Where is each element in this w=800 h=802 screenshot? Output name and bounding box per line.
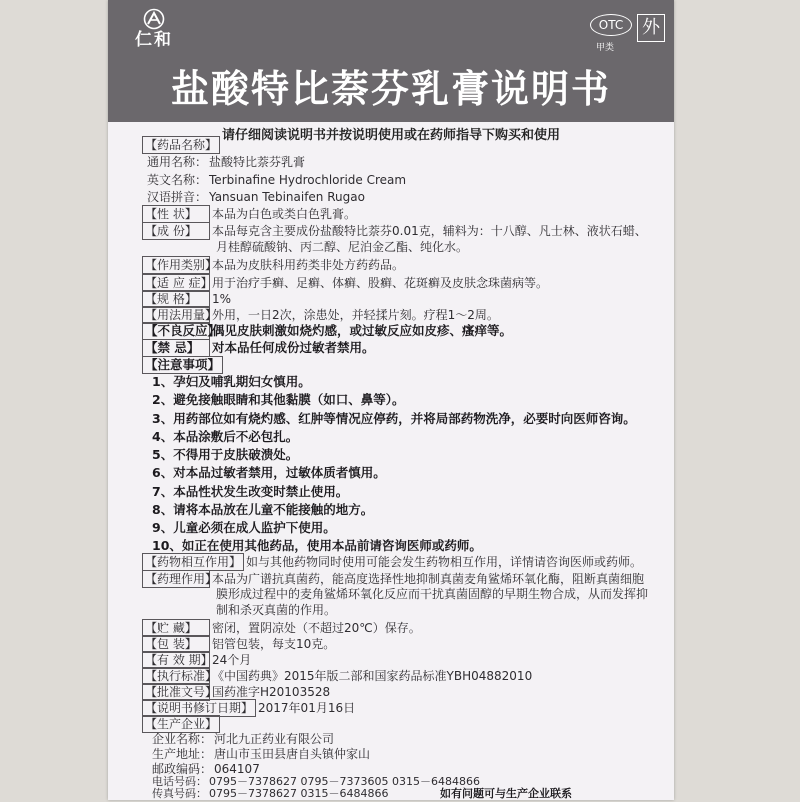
interactions-row (142, 553, 642, 571)
brand-name: 仁和 (135, 30, 173, 50)
precaution-item: 2、避免接触眼睛和其他黏膜（如口、鼻等）。 (152, 392, 405, 407)
field-value: 河北九正药业有限公司 (214, 732, 335, 746)
composition-line-2: 月桂醇硫酸钠、丙二醇、尼泊金乙酯、纯化水。 (216, 240, 469, 254)
precaution-item: 7、本品性状发生改变时禁止使用。 (152, 484, 349, 499)
otc-class-label: 甲类 (596, 43, 615, 53)
pharmacology-line-3: 制和杀灭真菌的作用。 (216, 603, 337, 617)
field-label: 【作用类别】 (142, 256, 210, 274)
field-label: 【适 应 症】 (142, 274, 210, 292)
brand-logo (120, 8, 188, 54)
field-label: 【包 装】 (142, 635, 210, 653)
page-title: 盐酸特比萘芬乳膏说明书 (170, 67, 611, 111)
footer-contact-note: 如有问题可与生产企业联系 (440, 787, 572, 800)
traits-row (142, 205, 356, 223)
field-value: 外用，一日2次，涂患处，并轻揉片刻。疗程1～2周。 (212, 308, 499, 322)
field-label: 【说明书修订日期】 (142, 699, 256, 717)
field-label: 【药理作用】 (142, 570, 210, 588)
field-label: 【执行标准】 (142, 667, 210, 685)
external-use-badge: 外 (637, 14, 665, 42)
section-label: 【注意事项】 (142, 356, 223, 374)
field-label: 电话号码： (152, 775, 207, 788)
pharmacology-line-2: 膜形成过程中的麦角鲨烯环氧化反应而干扰真菌固醇的早期生物合成，从而发挥抑 (216, 587, 649, 601)
field-value: 1% (212, 292, 232, 306)
field-label: 【药物相互作用】 (142, 553, 244, 571)
field-label: 【不良反应】 (142, 322, 210, 340)
composition-row (142, 222, 647, 240)
section-label: 【生产企业】 (142, 715, 220, 733)
precaution-item: 9、儿童必须在成人监护下使用。 (152, 520, 336, 535)
field-value: 0795－7378627 0795－7373605 0315－6484866 (209, 775, 480, 788)
field-value: 盐酸特比萘芬乳膏 (209, 155, 306, 169)
generic-name-row (147, 154, 305, 170)
field-value: 用于治疗手癣、足癣、体癣、股癣、花斑癣及皮肤念珠菌病等。 (212, 276, 549, 290)
field-label: 【批准文号】 (142, 683, 210, 701)
field-value: 对本品任何成份过敏者禁用。 (212, 340, 375, 355)
address-row (152, 746, 370, 762)
field-value: 国药准字H20103528 (212, 685, 331, 699)
field-value: 2017年01月16日 (258, 701, 356, 715)
field-label: 【性 状】 (142, 205, 210, 223)
precaution-item: 3、用药部位如有烧灼感、红肿等情况应停药，并将局部药物洗净，必要时向医师咨询。 (152, 411, 636, 426)
field-value: 偶见皮肤刺激如烧灼感，或过敏反应如皮疹、瘙痒等。 (212, 323, 513, 338)
precautions-section (142, 356, 223, 374)
precaution-item: 4、本品涂敷后不必包扎。 (152, 429, 299, 444)
field-value: 0795－7378627 0315－6484866 (209, 787, 389, 800)
field-value: 如与其他药物同时使用可能会发生药物相互作用，详情请咨询医师或药师。 (246, 555, 643, 569)
section-label: 【药品名称】 (142, 136, 220, 154)
contraindications-row (142, 339, 375, 357)
field-label: 【禁 忌】 (142, 339, 210, 357)
field-label: 传真号码： (152, 787, 207, 800)
precaution-item: 1、孕妇及哺乳期妇女慎用。 (152, 374, 311, 389)
field-label: 汉语拼音： (147, 190, 208, 204)
category-row (142, 256, 404, 274)
field-label: 生产地址： (152, 747, 213, 761)
field-value: 本品为广谱抗真菌药，能高度选择性地抑制真菌麦角鲨烯环氧化酶，阻断真菌细胞 (212, 572, 645, 586)
field-label: 【规 格】 (142, 290, 210, 308)
adverse-row (142, 322, 512, 340)
precaution-item: 6、对本品过敏者禁用，过敏体质者慎用。 (152, 465, 386, 480)
field-value: Yansuan Tebinaifen Rugao (209, 190, 365, 204)
field-value: 唐山市玉田县唐自头镇仲家山 (214, 747, 371, 761)
pinyin-row (147, 189, 365, 205)
field-label: 【用法用量】 (142, 306, 210, 324)
field-label: 英文名称： (147, 173, 208, 187)
field-label: 通用名称： (147, 155, 208, 169)
field-label: 【有 效 期】 (142, 651, 210, 669)
field-label: 邮政编码： (152, 762, 213, 776)
precaution-item: 10、如正在使用其他药品，使用本品前请咨询医师或药师。 (152, 538, 482, 553)
field-value: 本品为皮肤科用药类非处方药药品。 (212, 258, 405, 272)
english-name-row (147, 172, 406, 188)
field-value: 本品每克含主要成份盐酸特比萘芬0.01克，辅料为：十八醇、凡士林、液状石蜡、 (212, 224, 647, 238)
field-label: 企业名称： (152, 732, 213, 746)
brand-emblem-icon (141, 8, 167, 30)
section-drug-name (142, 136, 220, 154)
usage-notice: 请仔细阅读说明书并按说明使用或在药师指导下购买和使用 (221, 128, 560, 143)
field-value: 铝管包装，每支10克。 (212, 637, 336, 651)
precaution-item: 5、不得用于皮肤破溃处。 (152, 447, 299, 462)
field-label: 【贮 藏】 (142, 619, 210, 637)
field-value: 《中国药典》2015年版二部和国家药品标准YBH04882010 (212, 669, 533, 683)
field-value: 24个月 (212, 653, 252, 667)
field-label: 【成 份】 (142, 222, 210, 240)
field-value: Terbinafine Hydrochloride Cream (209, 173, 407, 187)
field-value: 密闭，置阴凉处（不超过20℃）保存。 (212, 621, 421, 635)
field-value: 064107 (214, 762, 260, 776)
field-value: 本品为白色或类白色乳膏。 (212, 207, 357, 221)
company-row (152, 731, 334, 747)
otc-badge: OTC (590, 14, 632, 36)
precaution-item: 8、请将本品放在儿童不能接触的地方。 (152, 502, 374, 517)
